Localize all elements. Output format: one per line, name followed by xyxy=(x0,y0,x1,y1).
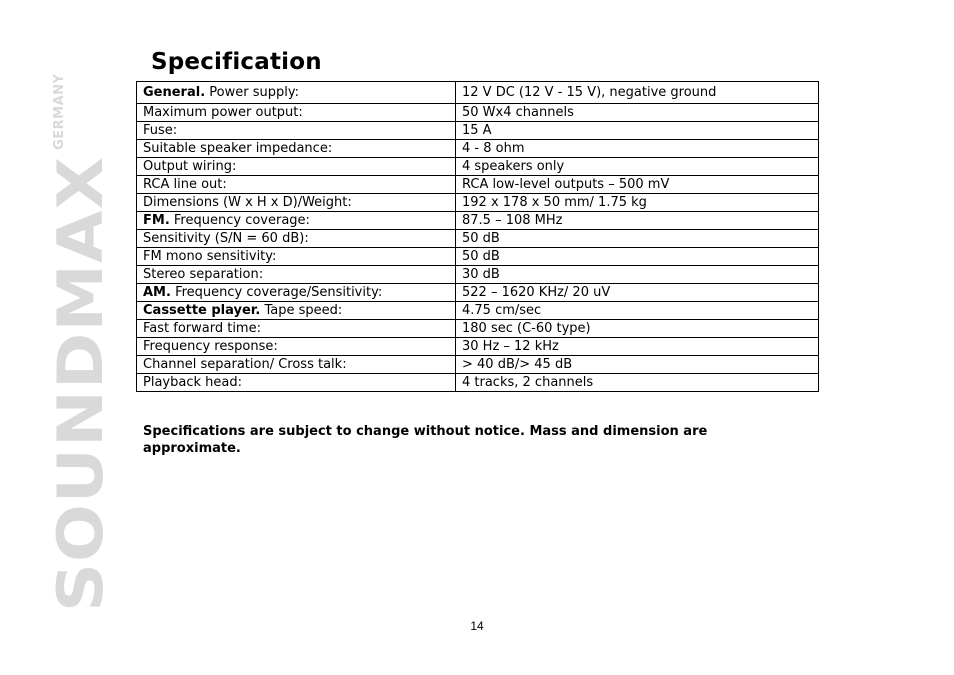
table-row xyxy=(137,82,819,104)
brand-watermark xyxy=(45,73,118,612)
spec-label-cell xyxy=(137,320,456,338)
spec-value: 180 sec (C-60 type) xyxy=(456,320,819,338)
spec-value: RCA low-level outputs – 500 mV xyxy=(456,176,819,194)
spec-section-heading: General. xyxy=(143,85,206,100)
table-row xyxy=(137,176,819,194)
spec-value: 15 A xyxy=(456,122,819,140)
table-row xyxy=(137,158,819,176)
spec-label-cell xyxy=(137,194,456,212)
spec-label: Frequency response: xyxy=(143,339,278,354)
spec-value: 50 Wx4 channels xyxy=(456,104,819,122)
spec-label: RCA line out: xyxy=(143,177,227,192)
table-row xyxy=(137,284,819,302)
spec-label-cell xyxy=(137,122,456,140)
spec-label-cell xyxy=(137,374,456,392)
page-title: Specification xyxy=(151,49,322,75)
spec-value: 30 dB xyxy=(456,266,819,284)
spec-label: Fast forward time: xyxy=(143,321,261,336)
spec-label: Suitable speaker impedance: xyxy=(143,141,333,156)
table-row xyxy=(137,266,819,284)
spec-value: 87.5 – 108 MHz xyxy=(456,212,819,230)
specification-table xyxy=(136,81,819,392)
table-row xyxy=(137,230,819,248)
spec-label: Frequency coverage/Sensitivity: xyxy=(170,285,383,300)
table-row xyxy=(137,356,819,374)
spec-label: Fuse: xyxy=(143,123,178,138)
spec-label-cell xyxy=(137,338,456,356)
spec-label-cell xyxy=(137,284,456,302)
table-row xyxy=(137,374,819,392)
spec-label-cell xyxy=(137,140,456,158)
spec-value: 50 dB xyxy=(456,248,819,266)
spec-label: Maximum power output: xyxy=(143,105,303,120)
spec-label: Stereo separation: xyxy=(143,267,264,282)
spec-label-cell xyxy=(137,158,456,176)
table-row xyxy=(137,194,819,212)
spec-label: Channel separation/ Cross talk: xyxy=(143,357,347,372)
specification-notice: Specifications are subject to change without notice. Mass and dimension are approximate. xyxy=(143,424,708,456)
spec-label: Dimensions (W x H x D)/Weight: xyxy=(143,195,352,210)
spec-value: > 40 dB/> 45 dB xyxy=(456,356,819,374)
spec-label: Output wiring: xyxy=(143,159,237,174)
table-row xyxy=(137,122,819,140)
spec-section-heading: FM. xyxy=(143,213,170,228)
table-row xyxy=(137,104,819,122)
spec-value: 4 speakers only xyxy=(456,158,819,176)
spec-section-heading: Cassette player. xyxy=(143,303,261,318)
spec-label-cell xyxy=(137,266,456,284)
table-row xyxy=(137,320,819,338)
spec-label-cell xyxy=(137,356,456,374)
watermark-subtitle: GERMANY xyxy=(52,73,67,150)
spec-label: Power supply: xyxy=(205,85,299,100)
spec-label-cell xyxy=(137,104,456,122)
table-row xyxy=(137,140,819,158)
page-number: 14 xyxy=(470,619,484,633)
spec-value: 4.75 cm/sec xyxy=(456,302,819,320)
spec-value: 522 – 1620 KHz/ 20 uV xyxy=(456,284,819,302)
spec-value: 12 V DC (12 V - 15 V), negative ground xyxy=(456,82,819,104)
spec-label-cell xyxy=(137,248,456,266)
spec-label-cell xyxy=(137,176,456,194)
spec-label-cell xyxy=(137,302,456,320)
table-row xyxy=(137,212,819,230)
table-row xyxy=(137,248,819,266)
spec-label-cell xyxy=(137,212,456,230)
table-row xyxy=(137,302,819,320)
table-row xyxy=(137,338,819,356)
spec-value: 4 - 8 ohm xyxy=(456,140,819,158)
spec-value: 50 dB xyxy=(456,230,819,248)
spec-label: Sensitivity (S/N = 60 dB): xyxy=(143,231,309,246)
specification-table-body xyxy=(137,82,819,392)
spec-label: Frequency coverage: xyxy=(169,213,310,228)
spec-value: 4 tracks, 2 channels xyxy=(456,374,819,392)
spec-label-cell xyxy=(137,230,456,248)
spec-label-cell xyxy=(137,82,456,104)
spec-label: Playback head: xyxy=(143,375,242,390)
spec-label: FM mono sensitivity: xyxy=(143,249,277,264)
spec-section-heading: AM. xyxy=(143,285,171,300)
watermark-brand: SOUNDMAX xyxy=(45,155,118,612)
spec-value: 30 Hz – 12 kHz xyxy=(456,338,819,356)
spec-value: 192 x 178 x 50 mm/ 1.75 kg xyxy=(456,194,819,212)
spec-label: Tape speed: xyxy=(260,303,343,318)
